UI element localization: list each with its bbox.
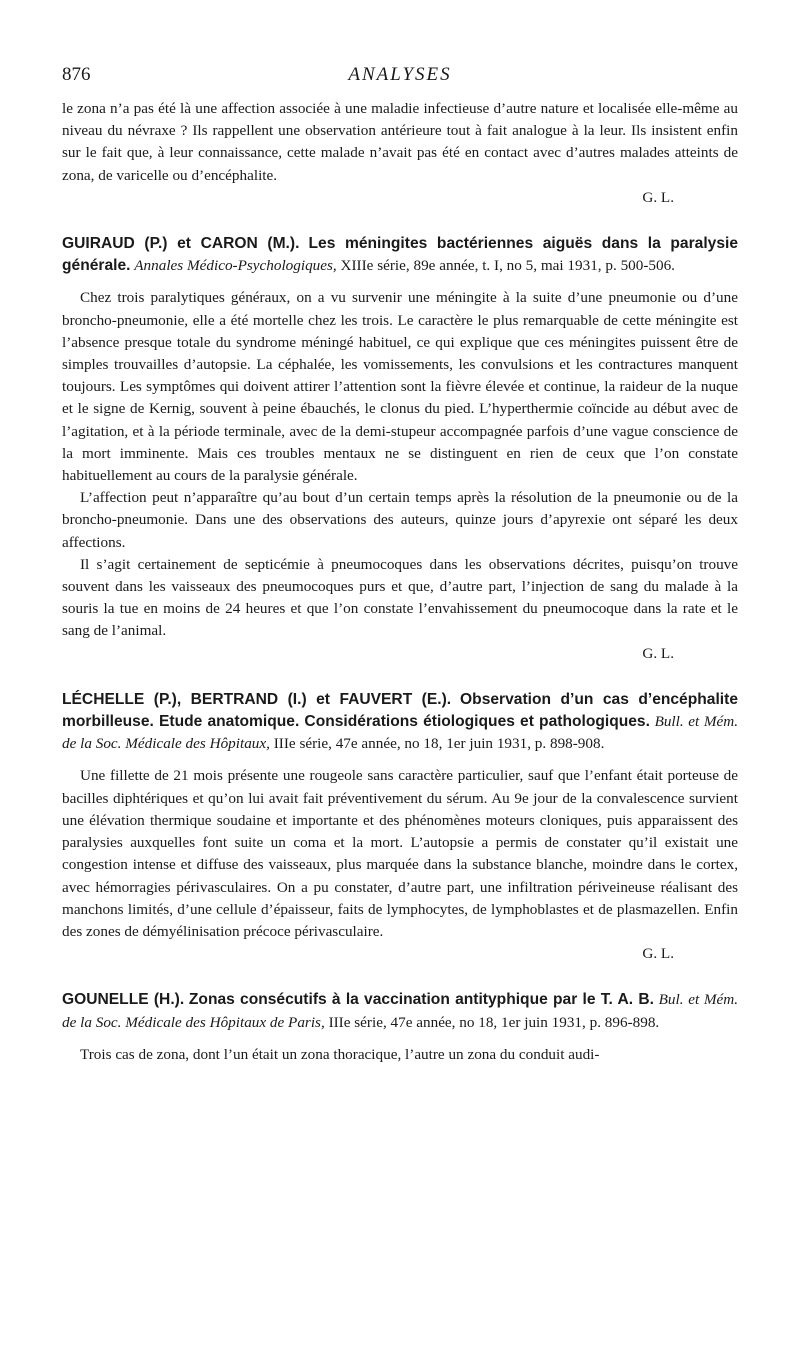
review-source: Bul. et Mém. de la Soc. Médicale des Hôpitaux de Paris, bbox=[62, 991, 739, 1031]
review-title: Observation d’un cas d’encéphalite morbilleuse. Etude anatomique. Considérations étiologiques et pathologiques. bbox=[62, 690, 738, 731]
page-header bbox=[62, 64, 738, 88]
page-body bbox=[62, 98, 738, 1066]
review-authors: LÉCHELLE (P.), BERTRAND (I.) et FAUVERT (E.). bbox=[62, 690, 452, 708]
review-paragraph: Une fillette de 21 mois présente une rougeole sans caractère particulier, sauf que l’enfant était porteuse de bacilles diphtériques et qu’on lui avait fait préventivement du sérum. Au 9e jour de la convalescence survient une élévation thermique soudaine et importante et des phénomènes moteurs cloniques, puis apparaissent des paralysies auxquelles font suite un coma et la mort. L’autopsie a permis de constater qu’il existait une congestion intense et diffuse des vaisseaux, plus marquée dans la substance blanche, moindre dans le cortex, avec hémorragies périvasculaires. On a pu constater, d’autre part, une infiltration périveineuse réalisant des manchons limités, d’une cellule d’épaisseur, faits de lymphocytes, de lymphoblastes et de plasmazellen. Enfin des zones de démyélinisation précoce périvasculaire. bbox=[62, 767, 738, 940]
review-reference bbox=[62, 989, 738, 1033]
review-title: Les méningites bactériennes aiguës dans la paralysie générale. bbox=[62, 235, 738, 275]
review-entry bbox=[62, 689, 738, 965]
continuation-text: le zona n’a pas été là une affection associée à une maladie infectieuse d’autre nature et localisée elle-même au niveau du névraxe ? Ils rappellent une observation antérieure tout à fait analogue à la leur. Ils insistent enfin sur le fait que, à leur connaissance, cette malade n’avait pas été en contact avec d’autres malades atteints de zona, de varicelle ou d’encéphalite. bbox=[62, 100, 738, 184]
review-signature: G. L. bbox=[642, 644, 674, 662]
review-signature: G. L. bbox=[642, 945, 674, 963]
review-citation: IIIe série, 47e année, no 18, 1er juin 1931, p. 896-898. bbox=[328, 1013, 660, 1031]
running-title: ANALYSES bbox=[348, 64, 452, 85]
review-authors: GUIRAUD (P.) et CARON (M.). bbox=[62, 235, 300, 253]
review-source: Annales Médico-Psychologiques, bbox=[134, 257, 337, 275]
review-reference bbox=[62, 233, 738, 277]
review-paragraph: Trois cas de zona, dont l’un était un zona thoracique, l’autre un zona du conduit audi- bbox=[80, 1045, 600, 1063]
review-entry bbox=[62, 233, 738, 665]
review-title: Zonas consécutifs à la vaccination antityphique par le T. A. B. bbox=[188, 991, 654, 1009]
page-number: 876 bbox=[62, 64, 91, 85]
review-paragraph: L’affection peut n’apparaître qu’au bout d’un certain temps après la résolution de la pneumonie ou de la broncho-pneumonie. Dans une des observations des auteurs, quinze jours d’apyrexie ont séparé les deux affections. bbox=[62, 489, 738, 551]
review-citation: XIIIe série, 89e année, t. I, no 5, mai 1931, p. 500-506. bbox=[340, 257, 675, 275]
review-entry bbox=[62, 989, 738, 1066]
review-source: Bull. et Mém. de la Soc. Médicale des Hôpitaux, bbox=[62, 713, 738, 753]
review-citation: IIIe série, 47e année, no 18, 1er juin 1931, p. 898-908. bbox=[273, 735, 605, 753]
review-authors: GOUNELLE (H.). bbox=[62, 991, 185, 1009]
review-paragraph: Il s’agit certainement de septicémie à pneumocoques dans les observations décrites, puisqu’on trouve souvent dans les vaisseaux des pneumocoques purs et que, d’autre part, l’injection de sang du malade à la souris la tue en moins de 24 heures et que l’on constate l’envahissement du pneumocoque dans la rate et le sang de l’animal. bbox=[62, 555, 738, 640]
review-signature: G. L. bbox=[642, 188, 674, 206]
review-reference bbox=[62, 689, 738, 756]
review-paragraph: Chez trois paralytiques généraux, on a vu survenir une méningite à la suite d’une pneumonie ou d’une broncho-pneumonie, elle a été mortelle chez les trois. Le caractère le plus remarquable de cette méningite est l’absence presque totale du syndrome méningé habituel, ce qui explique que ces méningites puissent être de simples trouvailles d’autopsie. La céphalée, les vomissements, les convulsions et les contractures manquent toujours. Les symptômes qui doivent attirer l’attention sont la fièvre élevée et continue, la raideur de la nuque et le signe de Kernig, souvent à peine ébauchés, le clonus du pied. L’hyperthermie coïncide au début avec de l’agitation, et à la période terminale, avec de la demi-stupeur accompagnée parfois d’une vague conscience de la mort imminente. Mais ces troubles mentaux ne se distinguent en rien de ceux que l’on constate habituellement au cours de la paralysie générale. bbox=[62, 289, 738, 485]
